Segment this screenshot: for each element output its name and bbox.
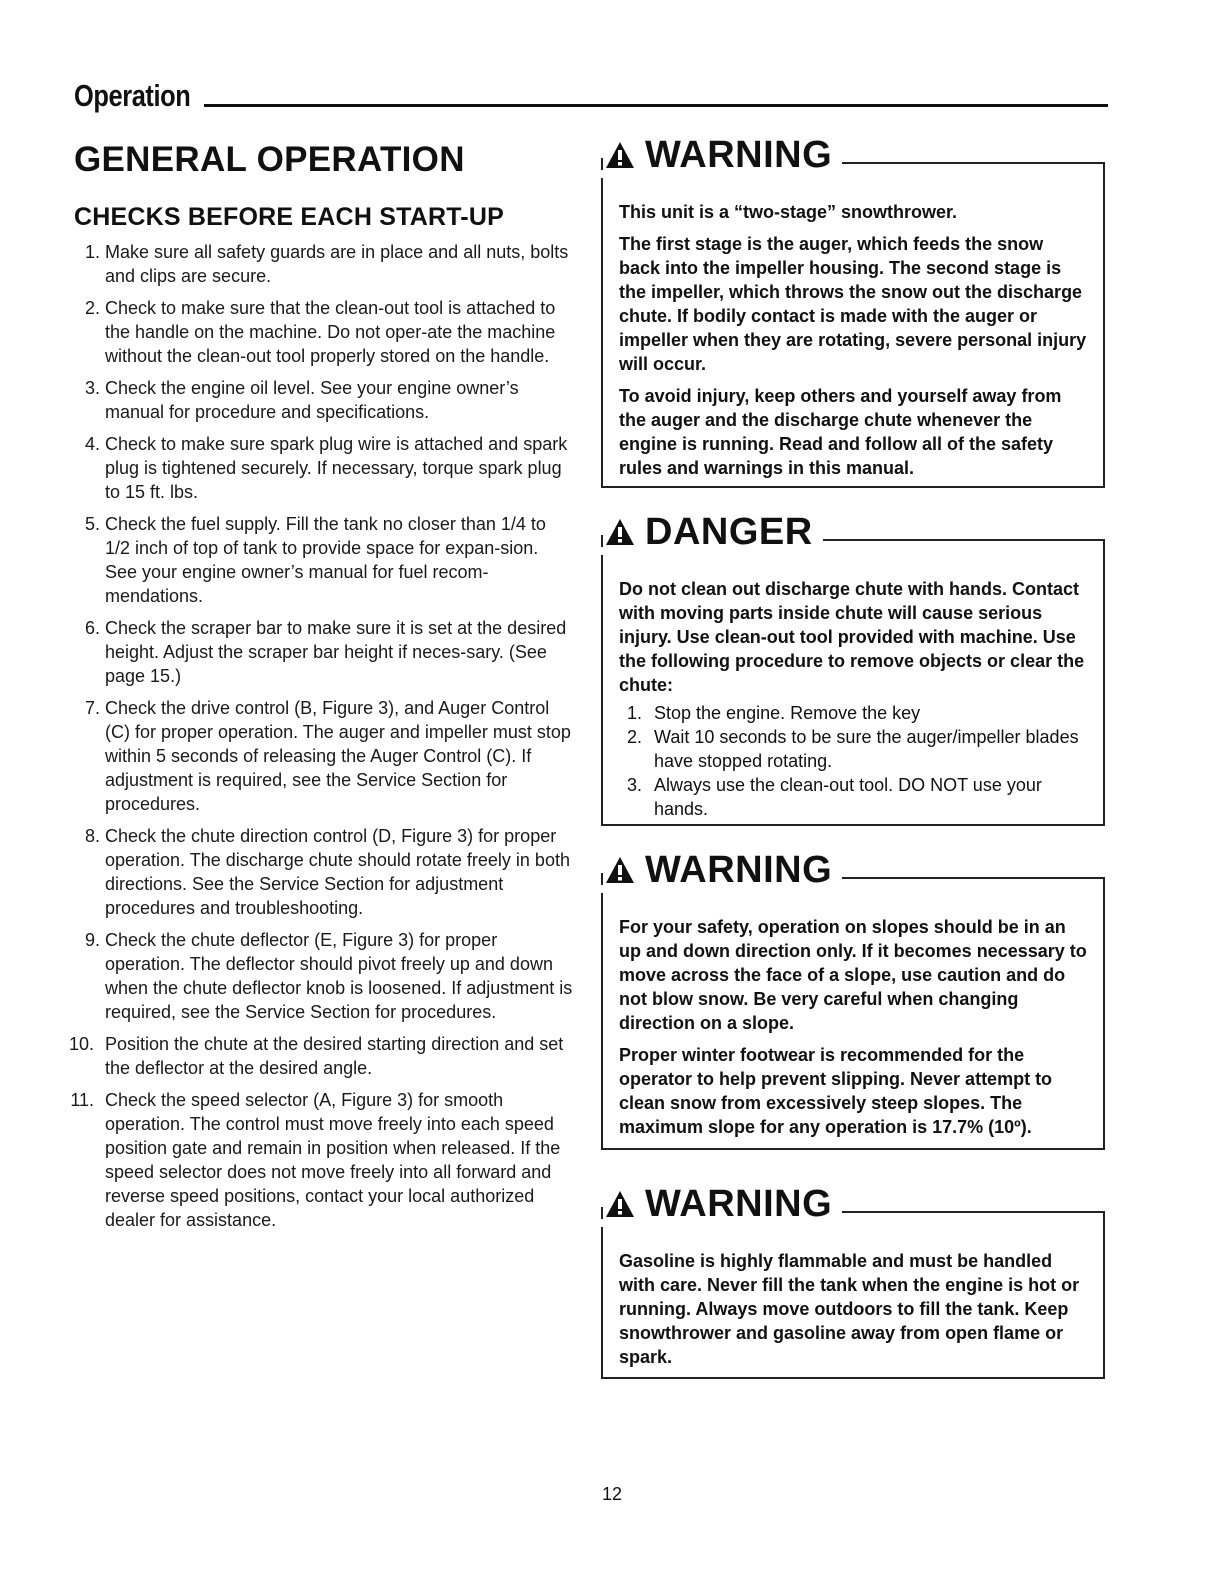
item-number: 7.: [84, 698, 100, 718]
box-paragraph: Do not clean out discharge chute with hands. Contact with moving parts inside chute will cause serious injury. Use clean-out tool provided with machine. Use the following procedure to remove objects or clear the chute:: [619, 579, 1085, 695]
item-number: 6.: [84, 618, 100, 638]
checks-list: [68, 240, 574, 1232]
item-number: 4.: [84, 434, 100, 454]
item-text: Check the engine oil level. See your engine owner’s manual for procedure and specifications.: [105, 378, 519, 422]
list-item: [74, 696, 574, 816]
box-heading: [599, 1181, 842, 1227]
list-item: [70, 1088, 574, 1232]
item-text: Check the chute direction control (D, Figure 3) for proper operation. The discharge chute should rotate freely in both directions. See the Service Section for adjustment procedures and troubleshooting.: [105, 826, 570, 918]
box-title: WARNING: [645, 849, 833, 891]
warning-box-gasoline: [601, 1183, 1105, 1379]
list-item: [74, 432, 574, 504]
box-body: [603, 541, 1103, 831]
box-paragraph: This unit is a “two-stage” snowthrower.: [619, 202, 958, 222]
danger-steps-list: [619, 701, 1087, 821]
item-text: Check the scraper bar to make sure it is set at the desired height. Adjust the scraper bar height if neces-sary. (See page 15.): [105, 618, 567, 686]
section-header: [74, 78, 1108, 112]
danger-box-discharge-chute: [601, 511, 1105, 826]
item-number: 10.: [68, 1034, 94, 1054]
item-text: Make sure all safety guards are in place and all nuts, bolts and clips are secure.: [105, 242, 569, 286]
item-number: 3.: [84, 378, 100, 398]
item-text: Always use the clean-out tool. DO NOT use your hands.: [654, 775, 1042, 819]
item-text: Check to make sure that the clean-out tool is attached to the handle on the machine. Do not oper-ate the machine without the clean-out tool properly stored on the handle.: [105, 298, 556, 366]
list-item: [74, 296, 574, 368]
box-paragraph: For your safety, operation on slopes should be in an up and down direction only. If it becomes necessary to move across the face of a slope, use caution and do not blow snow. Be very careful when changing direction on a slope.: [619, 917, 1087, 1033]
box-title: WARNING: [645, 134, 833, 176]
list-item: [619, 725, 1087, 773]
box-title: WARNING: [645, 1183, 833, 1225]
warning-triangle-icon: [605, 518, 635, 546]
list-item: [74, 240, 574, 288]
item-text: Check the chute deflector (E, Figure 3) for proper operation. The deflector should pivot freely up and down when the chute deflector knob is loosened. If adjustment is required, see the Service Section for procedures.: [105, 930, 573, 1022]
box-paragraph: Gasoline is highly flammable and must be handled with care. Never fill the tank when the engine is hot or running. Always move outdoors to fill the tank. Keep snowthrower and gasoline away from open flame or spark.: [619, 1251, 1080, 1367]
heading-tick: [601, 1207, 603, 1219]
list-item: [74, 824, 574, 920]
section-label: Operation: [74, 78, 191, 113]
warning-triangle-icon: [605, 856, 635, 884]
header-rule: [204, 104, 1108, 107]
page-title: GENERAL OPERATION: [74, 140, 465, 179]
item-number: 3.: [627, 775, 643, 795]
item-text: Position the chute at the desired starting direction and set the deflector at the desired angle.: [105, 1034, 564, 1078]
item-text: Wait 10 seconds to be sure the auger/impeller blades have stopped rotating.: [654, 727, 1079, 771]
page-number: 12: [601, 1484, 623, 1504]
box-paragraph: The first stage is the auger, which feeds the snow back into the impeller housing. The second stage is the impeller, which throws the snow out the discharge chute. If bodily contact is made with the auger or impeller when they are rotating, severe personal injury will occur.: [619, 234, 1087, 374]
list-item: [619, 773, 1087, 821]
list-item: [74, 512, 574, 608]
list-item: [74, 376, 574, 424]
box-body: [603, 164, 1103, 498]
heading-tick: [601, 158, 603, 170]
checks-column: [68, 140, 574, 1240]
box-title: DANGER: [645, 511, 813, 553]
list-item: [74, 928, 574, 1024]
warning-box-two-stage: [601, 134, 1105, 488]
item-number: 9.: [84, 930, 100, 950]
list-item: [68, 1032, 574, 1080]
box-body: [603, 879, 1103, 1157]
box-heading: [599, 132, 842, 178]
item-number: 1.: [84, 242, 100, 262]
heading-tick: [601, 535, 603, 547]
list-item: [619, 701, 1087, 725]
item-text: Stop the engine. Remove the key: [654, 703, 921, 723]
item-number: 1.: [627, 703, 643, 723]
heading-tick: [601, 873, 603, 885]
warning-box-slopes: [601, 849, 1105, 1150]
item-number: 8.: [84, 826, 100, 846]
box-paragraph: Proper winter footwear is recommended for the operator to help prevent slipping. Never attempt to clean snow from excessively steep slopes. The maximum slope for any operation is 17.7% (10º).: [619, 1045, 1053, 1137]
box-heading: [599, 509, 823, 555]
box-heading: [599, 847, 842, 893]
item-text: Check the drive control (B, Figure 3), and Auger Control (C) for proper operation. The auger and impeller must stop within 5 seconds of releasing the Auger Control (C). If adjustment is required, see the Service Section for procedures.: [105, 698, 571, 814]
list-item: [74, 616, 574, 688]
warning-triangle-icon: [605, 141, 635, 169]
warning-triangle-icon: [605, 1190, 635, 1218]
box-paragraph: To avoid injury, keep others and yourself away from the auger and the discharge chute whenever the engine is running. Read and follow all of the safety rules and warnings in this manual.: [619, 386, 1062, 478]
section-subtitle: CHECKS BEFORE EACH START-UP: [74, 203, 504, 231]
item-number: 2.: [627, 727, 643, 747]
item-number: 2.: [84, 298, 100, 318]
item-text: Check to make sure spark plug wire is attached and spark plug is tightened securely. If necessary, torque spark plug to 15 ft. lbs.: [105, 434, 568, 502]
item-number: 11.: [70, 1090, 94, 1110]
box-body: [603, 1213, 1103, 1387]
item-number: 5.: [84, 514, 100, 534]
item-text: Check the fuel supply. Fill the tank no closer than 1/4 to 1/2 inch of top of tank to provide space for expan-sion. See your engine owner’s manual for fuel recom-mendations.: [105, 514, 546, 606]
item-text: Check the speed selector (A, Figure 3) for smooth operation. The control must move freely into each speed position gate and remain in position when released. If the speed selector does not move freely into all forward and reverse speed positions, contact your local authorized dealer for assistance.: [105, 1090, 561, 1230]
